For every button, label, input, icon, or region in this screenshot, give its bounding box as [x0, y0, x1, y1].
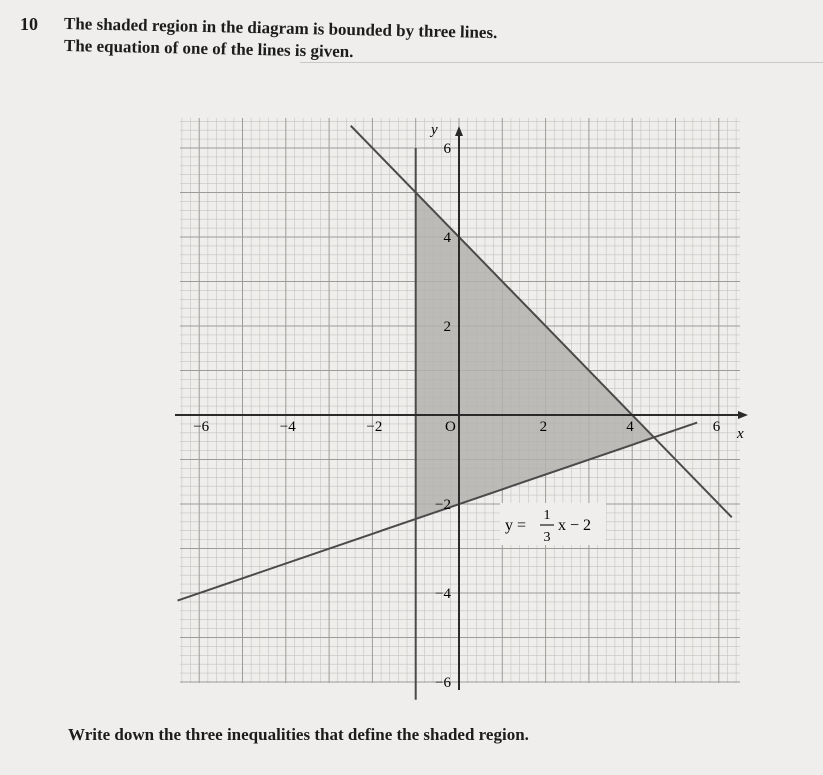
question-prompt: Write down the three inequalities that define the shaded region.: [68, 725, 529, 744]
y-tick-label: 2: [443, 319, 451, 335]
equation-lhs: y =: [505, 517, 527, 534]
y-axis-arrow: [455, 126, 463, 136]
question-text-line-2: The equation of one of the lines is given.: [63, 36, 354, 62]
fraction-numerator: 1: [543, 508, 551, 523]
y-tick-label: 4: [443, 230, 451, 246]
x-tick-label: 4: [626, 419, 634, 435]
x-tick-label: −4: [279, 419, 296, 435]
y-tick-label: −2: [435, 497, 451, 513]
x-tick-label: −2: [366, 419, 383, 435]
x-axis-label: x: [737, 426, 744, 442]
y-tick-label: −6: [435, 675, 451, 691]
y-axis-label: y: [431, 122, 438, 138]
x-tick-label: −6: [193, 419, 210, 435]
x-tick-label: 2: [539, 419, 548, 435]
equation-label: [500, 503, 606, 545]
question-number: 10: [20, 14, 38, 34]
x-tick-label: O: [445, 419, 456, 435]
shaded-region: [416, 193, 654, 519]
y-tick-label: 6: [443, 141, 451, 157]
x-axis-arrow: [738, 411, 748, 419]
fraction-denominator: 3: [543, 530, 551, 545]
question-text-line-1: The shaded region in the diagram is bounded by three lines.: [63, 14, 498, 43]
y-tick-label: −4: [435, 586, 451, 602]
equation-rhs: x − 2: [558, 517, 592, 534]
x-tick-label: 6: [712, 419, 721, 435]
